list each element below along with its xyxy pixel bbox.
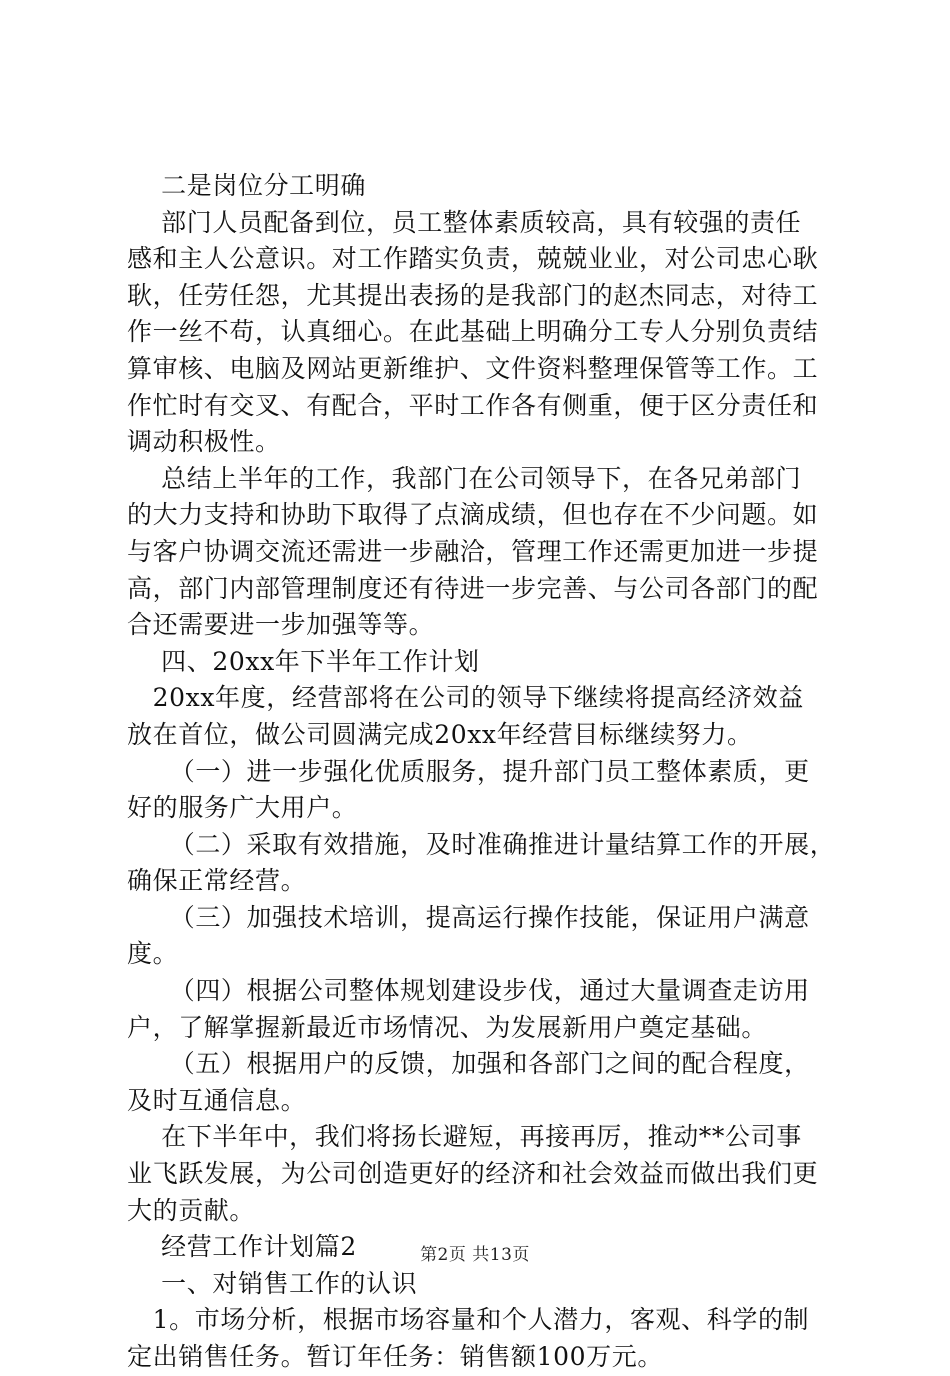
text-line: 1。市场分析，根据市场容量和个人潜力，客观、科学的制 <box>127 1305 810 1335</box>
text-line: 户，了解掌握新最近市场情况、为发展新用户奠定基础。 <box>127 1012 768 1042</box>
text-line: 在下半年中，我们将扬长避短，再接再厉，推动**公司事 <box>127 1122 802 1152</box>
text-line: 20xx年度，经营部将在公司的领导下继续将提高经济效益 <box>127 683 804 713</box>
text-line: 高，部门内部管理制度还有待进一步完善、与公司各部门的配 <box>127 573 819 603</box>
text-line: 耿，任劳任怨，尤其提出表扬的是我部门的赵杰同志，对待工 <box>127 280 819 310</box>
text-line: 放在首位，做公司圆满完成20xx年经营目标继续努力。 <box>127 719 753 749</box>
text-line: （一）进一步强化优质服务，提升部门员工整体素质，更 <box>127 756 810 786</box>
text-line: 好的服务广大用户。 <box>127 793 358 823</box>
text-line: 算审核、电脑及网站更新维护、文件资料整理保管等工作。工 <box>127 353 819 383</box>
text-line: （二）采取有效措施，及时准确推进计量结算工作的开展， <box>127 829 836 859</box>
text-line: 部门人员配备到位，员工整体素质较高，具有较强的责任 <box>127 207 802 237</box>
text-line: 四、20xx年下半年工作计划 <box>127 646 480 676</box>
text-line: 调动积极性。 <box>127 427 281 457</box>
text-line: 定出销售任务。暂订年任务：销售额100万元。 <box>127 1342 663 1371</box>
text-line: 总结上半年的工作，我部门在公司领导下，在各兄弟部门 <box>127 463 802 493</box>
page-footer: 第2页 共13页 <box>420 1245 530 1265</box>
text-line: 的大力支持和协助下取得了点滴成绩，但也存在不少问题。如 <box>127 500 819 530</box>
text-line: 二是岗位分工明确 <box>127 171 366 200</box>
text-line: 及时互通信息。 <box>127 1085 307 1115</box>
text-line: （三）加强技术培训，提高运行操作技能，保证用户满意 <box>127 902 810 932</box>
text-line: 业飞跃发展，为公司创造更好的经济和社会效益而做出我们更 <box>127 1159 819 1189</box>
text-line: （五）根据用户的反馈，加强和各部门之间的配合程度， <box>127 1049 810 1079</box>
text-line: 大的贡献。 <box>127 1195 256 1225</box>
text-line: （四）根据公司整体规划建设步伐，通过大量调查走访用 <box>127 976 810 1006</box>
text-line: 确保正常经营。 <box>127 866 307 896</box>
text-line: 感和主人公意识。对工作踏实负责，兢兢业业，对公司忠心耿 <box>127 244 819 274</box>
text-line: 作一丝不苟，认真细心。在此基础上明确分工专人分别负责结 <box>127 317 819 347</box>
text-line: 经营工作计划篇2 <box>127 1232 357 1262</box>
text-line: 合还需要进一步加强等等。 <box>127 610 435 640</box>
text-line: 与客户协调交流还需进一步融洽，管理工作还需更加进一步提 <box>127 536 819 566</box>
document-body <box>127 168 839 1376</box>
text-line: 一、对销售工作的认识 <box>127 1268 418 1298</box>
text-line: 度。 <box>127 939 179 969</box>
text-line: 作忙时有交叉、有配合，平时工作各有侧重，便于区分责任和 <box>127 390 819 420</box>
